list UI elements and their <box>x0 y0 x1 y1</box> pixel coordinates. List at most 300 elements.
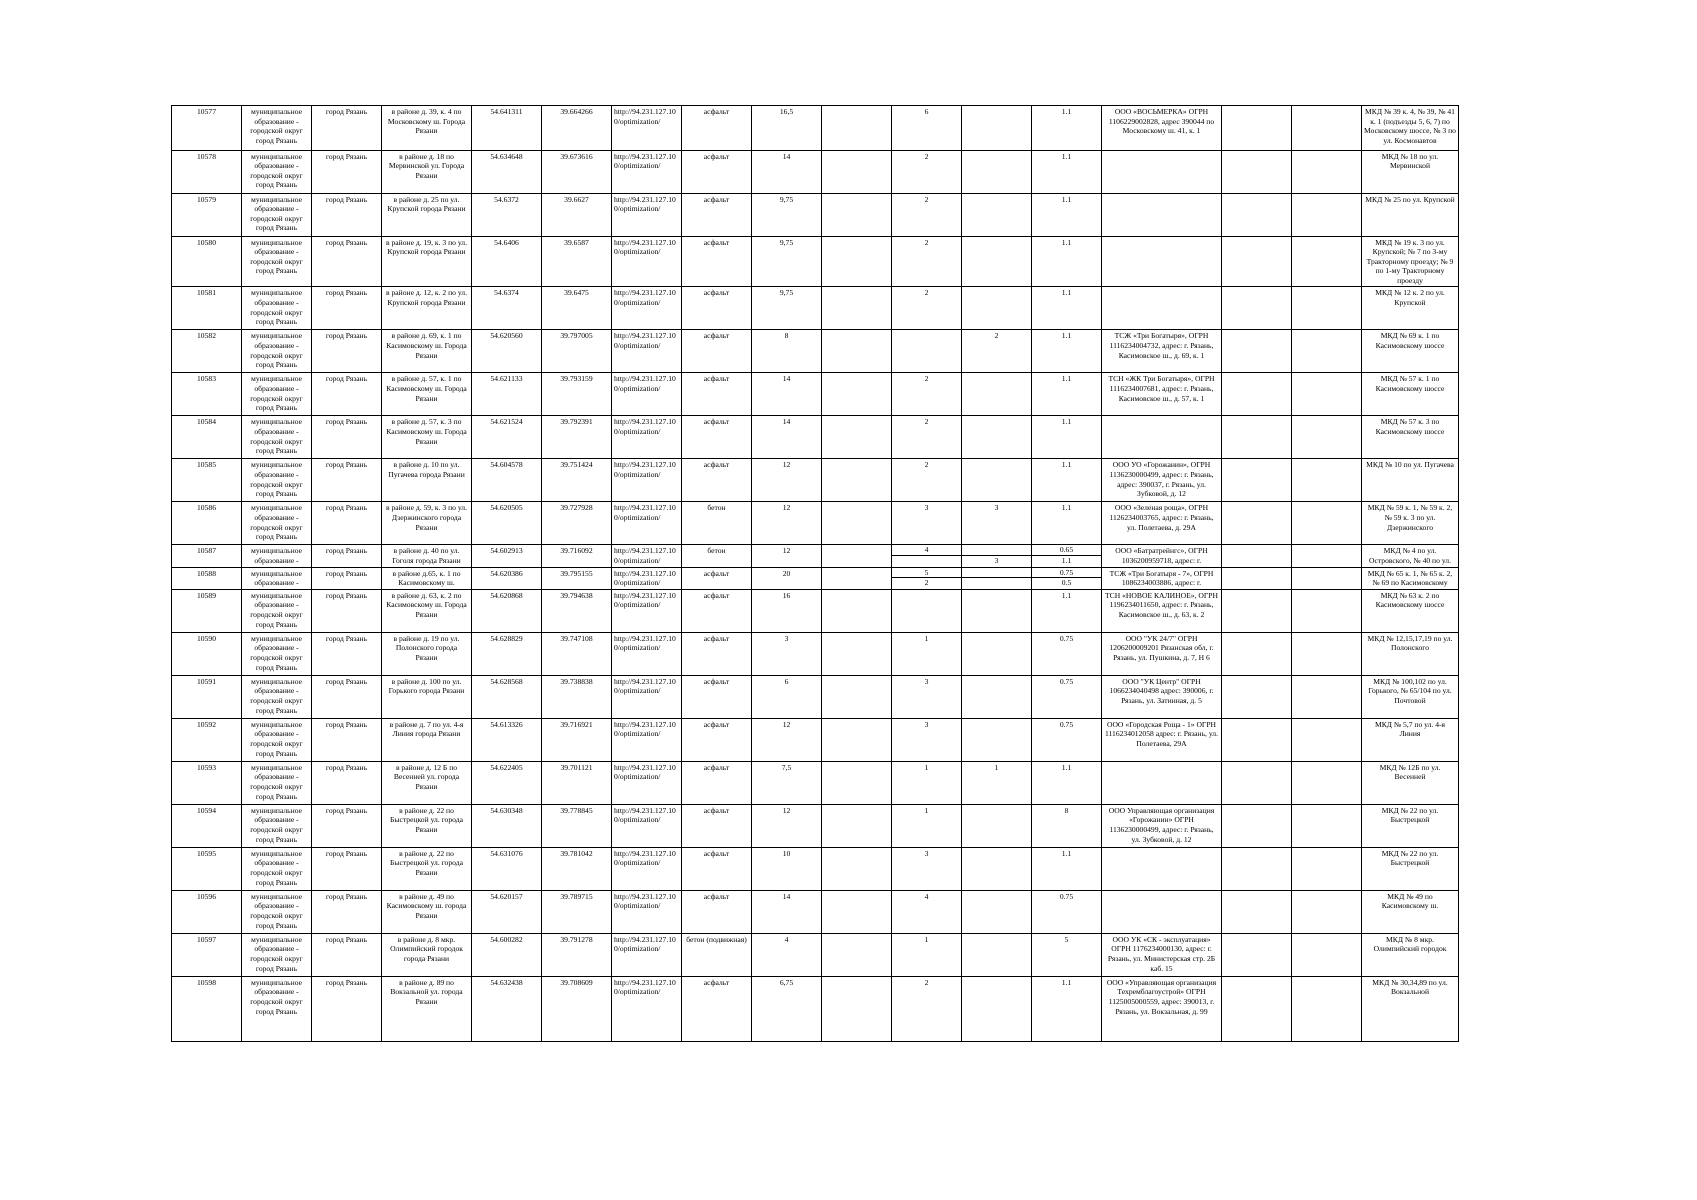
surface-cell: асфальт <box>682 416 752 459</box>
table-row <box>172 416 1459 459</box>
map-link-cell: http://94.231.127.10 0/optimization/ <box>612 545 682 567</box>
address-cell: в районе д. 8 мкр. Олимпийский городок города Рязани <box>382 933 472 976</box>
blank-cell <box>822 718 892 761</box>
longitude-cell: 39.664266 <box>542 106 612 151</box>
served-buildings-cell: МКД № 100,102 по ул. Горького, № 65/104 по ул. Почтовой <box>1362 675 1459 718</box>
surface-cell: асфальт <box>682 847 752 890</box>
map-link-cell: http://94.231.127.10 0/optimization/ <box>612 804 682 847</box>
table-row <box>172 847 1459 890</box>
blank-cell <box>1292 287 1362 330</box>
municipality-cell: муниципальное образование - городской округ город Рязань <box>242 106 312 151</box>
area-cell: 10 <box>752 847 822 890</box>
latitude-cell: 54.634648 <box>472 150 542 193</box>
containers-count-cell: 2 <box>892 236 962 287</box>
blank-cell <box>1222 330 1292 373</box>
surface-cell: асфальт <box>682 287 752 330</box>
map-link-cell: http://94.231.127.10 0/optimization/ <box>612 459 682 502</box>
containers-extra-cell: 3 <box>962 545 1032 567</box>
table-row <box>172 933 1459 976</box>
latitude-cell: 54.621133 <box>472 373 542 416</box>
table-row <box>172 236 1459 287</box>
city-cell: город Рязань <box>312 976 382 1041</box>
blank-cell <box>822 545 892 567</box>
blank-cell <box>1222 459 1292 502</box>
containers-extra-cell: 2 <box>962 330 1032 373</box>
area-cell: 9,75 <box>752 193 822 236</box>
surface-cell: асфальт <box>682 976 752 1041</box>
containers-count-cell: 3 <box>892 502 962 545</box>
containers-count-cell: 4 <box>892 545 962 567</box>
map-link-cell: http://94.231.127.10 0/optimization/ <box>612 373 682 416</box>
owner-org-cell: ООО Управляющая организация «Горожанин» ОГРН 1136230000499, адрес: г. Рязань, ул. Зубковой, д. 12 <box>1102 804 1222 847</box>
served-buildings-cell: МКД № 12Б по ул. Весенней <box>1362 761 1459 804</box>
containers-count-cell: 3 <box>892 847 962 890</box>
city-cell: город Рязань <box>312 459 382 502</box>
latitude-cell: 54.6374 <box>472 287 542 330</box>
containers-count-cell: 2 <box>892 459 962 502</box>
map-link-cell: http://94.231.127.10 0/optimization/ <box>612 675 682 718</box>
served-buildings-cell: МКД № 59 к. 1, № 59 к. 2, № 59 к. 3 по ул. Дзержинского <box>1362 502 1459 545</box>
owner-org-cell <box>1102 890 1222 933</box>
city-cell: город Рязань <box>312 330 382 373</box>
owner-org-cell <box>1102 150 1222 193</box>
containers-count-cell: 1 <box>892 804 962 847</box>
blank-cell <box>822 976 892 1041</box>
containers-extra-cell: 1 <box>962 761 1032 804</box>
blank-cell <box>1222 236 1292 287</box>
containers-count-cell: 3 <box>892 718 962 761</box>
table-row <box>172 287 1459 330</box>
municipality-cell: муниципальное образование - городской округ город Рязань <box>242 847 312 890</box>
longitude-cell: 39.701121 <box>542 761 612 804</box>
containers-count-cell: 2 <box>892 373 962 416</box>
row-id-cell: 10590 <box>172 632 242 675</box>
row-id-cell: 10592 <box>172 718 242 761</box>
volume-cell: 0.75 <box>1032 632 1102 675</box>
containers-extra-cell <box>962 150 1032 193</box>
map-link-cell: http://94.231.127.10 0/optimization/ <box>612 416 682 459</box>
containers-extra-cell <box>962 236 1032 287</box>
city-cell: город Рязань <box>312 545 382 567</box>
surface-cell: асфальт <box>682 459 752 502</box>
area-cell: 3 <box>752 632 822 675</box>
owner-org-cell: ООО УК «СК - эксплуатация» ОГРН 1176234000130, адрес: г. Рязань, ул. Министерская стр. 2Б каб. 15 <box>1102 933 1222 976</box>
containers-count-cell: 1 <box>892 933 962 976</box>
area-cell: 12 <box>752 502 822 545</box>
municipality-cell: муниципальное образование - городской округ город Рязань <box>242 589 312 632</box>
area-cell: 6,75 <box>752 976 822 1041</box>
blank-cell <box>1222 416 1292 459</box>
owner-org-cell: ТСЖ «Три Богатыря - 7», ОГРН 1086234003886, адрес: г. <box>1102 567 1222 589</box>
owner-org-cell: ООО "УК Центр" ОГРН 1066234040498 адрес: 390006, г. Рязань, ул. Затинная, д. 5 <box>1102 675 1222 718</box>
address-cell: в районе д. 19, к. 3 по ул. Крупской города Рязани <box>382 236 472 287</box>
blank-cell <box>822 890 892 933</box>
containers-extra-cell <box>962 890 1032 933</box>
surface-cell: асфальт <box>682 675 752 718</box>
map-link-cell: http://94.231.127.10 0/optimization/ <box>612 330 682 373</box>
table-row <box>172 675 1459 718</box>
address-cell: в районе д. 22 по Быстрецкой ул. города Рязани <box>382 804 472 847</box>
map-link-cell: http://94.231.127.10 0/optimization/ <box>612 632 682 675</box>
map-link-cell: http://94.231.127.10 0/optimization/ <box>612 890 682 933</box>
latitude-cell: 54.6372 <box>472 193 542 236</box>
blank-cell <box>822 933 892 976</box>
owner-org-cell: ТСН «НОВОЕ КАЛИНОЕ», ОГРН 1196234011650, адрес: г. Рязань, Касимовское ш., д. 63, к. 2 <box>1102 589 1222 632</box>
blank-cell <box>1292 459 1362 502</box>
row-id-cell: 10585 <box>172 459 242 502</box>
blank-cell <box>1292 416 1362 459</box>
surface-cell: асфальт <box>682 761 752 804</box>
map-link-cell: http://94.231.127.10 0/optimization/ <box>612 150 682 193</box>
blank-cell <box>822 416 892 459</box>
blank-cell <box>1222 502 1292 545</box>
volume-cell: 0.75 0.5 <box>1032 567 1102 589</box>
containers-count-cell: 2 <box>892 193 962 236</box>
area-cell: 16 <box>752 589 822 632</box>
blank-cell <box>1222 567 1292 589</box>
city-cell: город Рязань <box>312 632 382 675</box>
table-row <box>172 589 1459 632</box>
municipality-cell: муниципальное образование - <box>242 545 312 567</box>
latitude-cell: 54.613326 <box>472 718 542 761</box>
blank-cell <box>1292 567 1362 589</box>
containers-count-cell: 5 2 <box>892 567 962 589</box>
blank-cell <box>1292 502 1362 545</box>
row-id-cell: 10598 <box>172 976 242 1041</box>
row-id-cell: 10582 <box>172 330 242 373</box>
blank-cell <box>1292 193 1362 236</box>
longitude-cell: 39.789715 <box>542 890 612 933</box>
area-cell: 12 <box>752 459 822 502</box>
blank-cell <box>822 459 892 502</box>
containers-count-cell: 1 <box>892 761 962 804</box>
municipality-cell: муниципальное образование - городской округ город Рязань <box>242 416 312 459</box>
containers-count-cell: 1 <box>892 632 962 675</box>
surface-cell: асфальт <box>682 632 752 675</box>
served-buildings-cell: МКД № 12 к. 2 по ул. Крупской <box>1362 287 1459 330</box>
city-cell: город Рязань <box>312 287 382 330</box>
blank-cell <box>1292 976 1362 1041</box>
municipality-cell: муниципальное образование - городской округ город Рязань <box>242 675 312 718</box>
volume-cell: 1.1 <box>1032 976 1102 1041</box>
containers-count-cell <box>892 589 962 632</box>
longitude-cell: 39.793159 <box>542 373 612 416</box>
address-cell: в районе д. 10 по ул. Пугачева города Рязани <box>382 459 472 502</box>
blank-cell <box>1292 718 1362 761</box>
owner-org-cell: ООО "УК 24/7" ОГРН 1206200009201 Рязанская обл, г. Рязань, ул. Пушкина, д. 7, Н 6 <box>1102 632 1222 675</box>
row-id-cell: 10586 <box>172 502 242 545</box>
municipality-cell: муниципальное образование - городской округ город Рязань <box>242 933 312 976</box>
latitude-cell: 54.620560 <box>472 330 542 373</box>
surface-cell: бетон (подвижная) <box>682 933 752 976</box>
blank-cell <box>1222 804 1292 847</box>
area-cell: 8 <box>752 330 822 373</box>
map-link-cell: http://94.231.127.10 0/optimization/ <box>612 502 682 545</box>
surface-cell: асфальт <box>682 567 752 589</box>
row-id-cell: 10581 <box>172 287 242 330</box>
municipality-cell: муниципальное образование - городской округ город Рязань <box>242 330 312 373</box>
containers-count-cell: 2 <box>892 416 962 459</box>
blank-cell <box>1222 193 1292 236</box>
longitude-cell: 39.727928 <box>542 502 612 545</box>
area-cell: 14 <box>752 416 822 459</box>
blank-cell <box>1292 675 1362 718</box>
table-row <box>172 567 1459 589</box>
blank-cell <box>1292 804 1362 847</box>
volume-cell: 0.75 <box>1032 718 1102 761</box>
blank-cell <box>1222 589 1292 632</box>
volume-cell: 1.1 <box>1032 459 1102 502</box>
owner-org-cell <box>1102 287 1222 330</box>
volume-cell: 1.1 <box>1032 761 1102 804</box>
latitude-cell: 54.620386 <box>472 567 542 589</box>
owner-org-cell <box>1102 847 1222 890</box>
table-row <box>172 976 1459 1041</box>
area-cell: 4 <box>752 933 822 976</box>
containers-count-cell: 3 <box>892 675 962 718</box>
blank-cell <box>1222 287 1292 330</box>
row-id-cell: 10593 <box>172 761 242 804</box>
city-cell: город Рязань <box>312 150 382 193</box>
row-id-cell: 10584 <box>172 416 242 459</box>
latitude-cell: 54.630348 <box>472 804 542 847</box>
surface-cell: бетон <box>682 502 752 545</box>
longitude-cell: 39.6627 <box>542 193 612 236</box>
municipality-cell: муниципальное образование - городской округ город Рязань <box>242 976 312 1041</box>
owner-org-cell: ООО «Зеленая роща», ОГРН 1126234003765, адрес: г. Рязань, ул. Полетаева, д. 29А <box>1102 502 1222 545</box>
address-cell: в районе д. 57, к. 3 по Касимовскому ш. Города Рязани <box>382 416 472 459</box>
blank-cell <box>1292 933 1362 976</box>
longitude-cell: 39.716921 <box>542 718 612 761</box>
served-buildings-cell: МКД № 10 по ул. Пугачева <box>1362 459 1459 502</box>
area-cell: 9,75 <box>752 236 822 287</box>
address-cell: в районе д. 100 по ул. Горького города Рязани <box>382 675 472 718</box>
row-id-cell: 10597 <box>172 933 242 976</box>
owner-org-cell: ООО «Батратрейнгс», ОГРН 1036200959718, адрес: г. <box>1102 545 1222 567</box>
blank-cell <box>1292 106 1362 151</box>
longitude-cell: 39.738838 <box>542 675 612 718</box>
volume-cell: 0.65 1.1 <box>1032 545 1102 567</box>
blank-cell <box>1222 373 1292 416</box>
municipality-cell: муниципальное образование - городской округ город Рязань <box>242 804 312 847</box>
longitude-cell: 39.6475 <box>542 287 612 330</box>
address-cell: в районе д. 57, к. 1 по Касимовскому ш. Города Рязани <box>382 373 472 416</box>
blank-cell <box>822 193 892 236</box>
table-row <box>172 545 1459 567</box>
address-cell: в районе д. 39, к. 4 по Московскому ш. Города Рязани <box>382 106 472 151</box>
longitude-cell: 39.6587 <box>542 236 612 287</box>
blank-cell <box>822 847 892 890</box>
address-cell: в районе д. 63, к. 2 по Касимовскому ш. Города Рязани <box>382 589 472 632</box>
address-cell: в районе д.65, к. 1 по Касимовскому ш. <box>382 567 472 589</box>
table-row <box>172 502 1459 545</box>
table-row <box>172 804 1459 847</box>
owner-org-cell: ТСН «ЖК Три Богатыря», ОГРН 1116234007681, адрес: г. Рязань, Касимовское ш., д. 57, к. 1 <box>1102 373 1222 416</box>
row-id-cell: 10594 <box>172 804 242 847</box>
city-cell: город Рязань <box>312 933 382 976</box>
containers-extra-cell <box>962 976 1032 1041</box>
blank-cell <box>822 589 892 632</box>
table-row <box>172 106 1459 151</box>
longitude-cell: 39.708609 <box>542 976 612 1041</box>
map-link-cell: http://94.231.127.10 0/optimization/ <box>612 933 682 976</box>
served-buildings-cell: МКД № 4 по ул. Островского, № 40 по ул. <box>1362 545 1459 567</box>
container-sites-table <box>171 105 1459 1042</box>
volume-cell: 5 <box>1032 933 1102 976</box>
row-id-cell: 10589 <box>172 589 242 632</box>
served-buildings-cell: МКД № 57 к. 3 по Касимовскому шоссе <box>1362 416 1459 459</box>
municipality-cell: муниципальное образование - городской округ город Рязань <box>242 193 312 236</box>
containers-extra-cell <box>962 193 1032 236</box>
municipality-cell: муниципальное образование - городской округ город Рязань <box>242 373 312 416</box>
map-link-cell: http://94.231.127.10 0/optimization/ <box>612 589 682 632</box>
blank-cell <box>822 502 892 545</box>
map-link-cell: http://94.231.127.10 0/optimization/ <box>612 193 682 236</box>
map-link-cell: http://94.231.127.10 0/optimization/ <box>612 847 682 890</box>
municipality-cell: муниципальное образование - городской округ город Рязань <box>242 459 312 502</box>
containers-count-cell: 4 <box>892 890 962 933</box>
surface-cell: бетон <box>682 545 752 567</box>
table-row <box>172 150 1459 193</box>
address-cell: в районе д. 25 по ул. Крупской города Рязани <box>382 193 472 236</box>
row-id-cell: 10578 <box>172 150 242 193</box>
address-cell: в районе д. 22 по Быстрецкой ул. города Рязани <box>382 847 472 890</box>
surface-cell: асфальт <box>682 106 752 151</box>
served-buildings-cell: МКД № 12,15,17,19 по ул. Полонского <box>1362 632 1459 675</box>
containers-extra-cell <box>962 804 1032 847</box>
blank-cell <box>1222 847 1292 890</box>
blank-cell <box>1292 236 1362 287</box>
blank-cell <box>822 287 892 330</box>
latitude-cell: 54.621524 <box>472 416 542 459</box>
containers-extra-cell <box>962 373 1032 416</box>
city-cell: город Рязань <box>312 718 382 761</box>
owner-org-cell: ООО «ВОСЬМЕРКА» ОГРН 1106229002828, адрес 390044 по Московскому ш. 41, к. 1 <box>1102 106 1222 151</box>
volume-cell: 8 <box>1032 804 1102 847</box>
city-cell: город Рязань <box>312 589 382 632</box>
latitude-cell: 54.628568 <box>472 675 542 718</box>
volume-cell: 1.1 <box>1032 589 1102 632</box>
containers-count-cell <box>892 330 962 373</box>
blank-cell <box>1292 373 1362 416</box>
blank-cell <box>1292 761 1362 804</box>
latitude-cell: 54.641311 <box>472 106 542 151</box>
surface-cell: асфальт <box>682 718 752 761</box>
surface-cell: асфальт <box>682 373 752 416</box>
municipality-cell: муниципальное образование - городской округ город Рязань <box>242 761 312 804</box>
table-row <box>172 373 1459 416</box>
city-cell: город Рязань <box>312 847 382 890</box>
volume-cell: 1.1 <box>1032 330 1102 373</box>
owner-org-cell: ООО УО «Горожанин», ОГРН 1136230000499, адрес: г. Рязань, адрес: 390037, г. Рязань, ул. Зубковой, д. 12 <box>1102 459 1222 502</box>
served-buildings-cell: МКД № 69 к. 1 по Касимовскому шоссе <box>1362 330 1459 373</box>
blank-cell <box>1222 976 1292 1041</box>
volume-cell: 1.1 <box>1032 847 1102 890</box>
municipality-cell: муниципальное образование - городской округ город Рязань <box>242 632 312 675</box>
latitude-cell: 54.600282 <box>472 933 542 976</box>
blank-cell <box>822 761 892 804</box>
owner-org-cell <box>1102 236 1222 287</box>
register-sheet <box>171 105 1458 1042</box>
row-id-cell: 10595 <box>172 847 242 890</box>
containers-extra-cell <box>962 632 1032 675</box>
municipality-cell: муниципальное образование - городской округ город Рязань <box>242 890 312 933</box>
map-link-cell: http://94.231.127.10 0/optimization/ <box>612 718 682 761</box>
address-cell: в районе д. 40 по ул. Гоголя города Рязани <box>382 545 472 567</box>
served-buildings-cell: МКД № 63 к. 2 по Касимовскому шоссе <box>1362 589 1459 632</box>
volume-cell: 1.1 <box>1032 236 1102 287</box>
longitude-cell: 39.747108 <box>542 632 612 675</box>
address-cell: в районе д. 59, к. 3 по ул. Дзержинского города Рязани <box>382 502 472 545</box>
containers-extra-cell <box>962 106 1032 151</box>
longitude-cell: 39.778845 <box>542 804 612 847</box>
containers-extra-cell <box>962 416 1032 459</box>
table-row <box>172 459 1459 502</box>
area-cell: 6 <box>752 675 822 718</box>
served-buildings-cell: МКД № 30,34,89 по ул. Вокзальной <box>1362 976 1459 1041</box>
table-row <box>172 193 1459 236</box>
volume-cell: 1.1 <box>1032 416 1102 459</box>
blank-cell <box>1222 718 1292 761</box>
volume-cell: 1.1 <box>1032 373 1102 416</box>
blank-cell <box>1222 150 1292 193</box>
table-row <box>172 330 1459 373</box>
blank-cell <box>822 675 892 718</box>
served-buildings-cell: МКД № 25 по ул. Крупской <box>1362 193 1459 236</box>
city-cell: город Рязань <box>312 675 382 718</box>
area-cell: 9,75 <box>752 287 822 330</box>
surface-cell: асфальт <box>682 330 752 373</box>
owner-org-cell <box>1102 761 1222 804</box>
area-cell: 14 <box>752 150 822 193</box>
map-link-cell: http://94.231.127.10 0/optimization/ <box>612 287 682 330</box>
map-link-cell: http://94.231.127.10 0/optimization/ <box>612 761 682 804</box>
city-cell: город Рязань <box>312 502 382 545</box>
longitude-cell: 39.797005 <box>542 330 612 373</box>
latitude-cell: 54.620157 <box>472 890 542 933</box>
address-cell: в районе д. 89 по Вокзальной ул. города Рязани <box>382 976 472 1041</box>
containers-extra-cell <box>962 589 1032 632</box>
served-buildings-cell: МКД № 65 к. 1, № 65 к. 2, № 69 по Касимовскому <box>1362 567 1459 589</box>
table-row <box>172 718 1459 761</box>
volume-cell: 0.75 <box>1032 890 1102 933</box>
address-cell: в районе д. 18 по Мервинской ул. Города Рязани <box>382 150 472 193</box>
surface-cell: асфальт <box>682 150 752 193</box>
map-link-cell: http://94.231.127.10 0/optimization/ <box>612 236 682 287</box>
city-cell: город Рязань <box>312 567 382 589</box>
area-cell: 12 <box>752 718 822 761</box>
city-cell: город Рязань <box>312 193 382 236</box>
surface-cell: асфальт <box>682 804 752 847</box>
area-cell: 12 <box>752 804 822 847</box>
containers-extra-cell <box>962 933 1032 976</box>
served-buildings-cell: МКД № 39 к. 4, № 39, № 41 к. 1 (подъезды 5, 6, 7) по Московскому шоссе, № 3 по ул. Космонавтов <box>1362 106 1459 151</box>
area-cell: 7,5 <box>752 761 822 804</box>
latitude-cell: 54.628829 <box>472 632 542 675</box>
row-id-cell: 10596 <box>172 890 242 933</box>
served-buildings-cell: МКД № 5,7 по ул. 4-я Линия <box>1362 718 1459 761</box>
served-buildings-cell: МКД № 19 к. 3 по ул. Крупской; № 7 по 3-му Тракторному проезду; № 9 по 1-му Тракторному проезду <box>1362 236 1459 287</box>
area-cell: 16,5 <box>752 106 822 151</box>
blank-cell <box>1222 675 1292 718</box>
longitude-cell: 39.795155 <box>542 567 612 589</box>
latitude-cell: 54.632438 <box>472 976 542 1041</box>
blank-cell <box>1222 632 1292 675</box>
blank-cell <box>1222 106 1292 151</box>
containers-extra-cell <box>962 459 1032 502</box>
volume-cell: 1.1 <box>1032 193 1102 236</box>
municipality-cell: муниципальное образование - городской округ город Рязань <box>242 502 312 545</box>
